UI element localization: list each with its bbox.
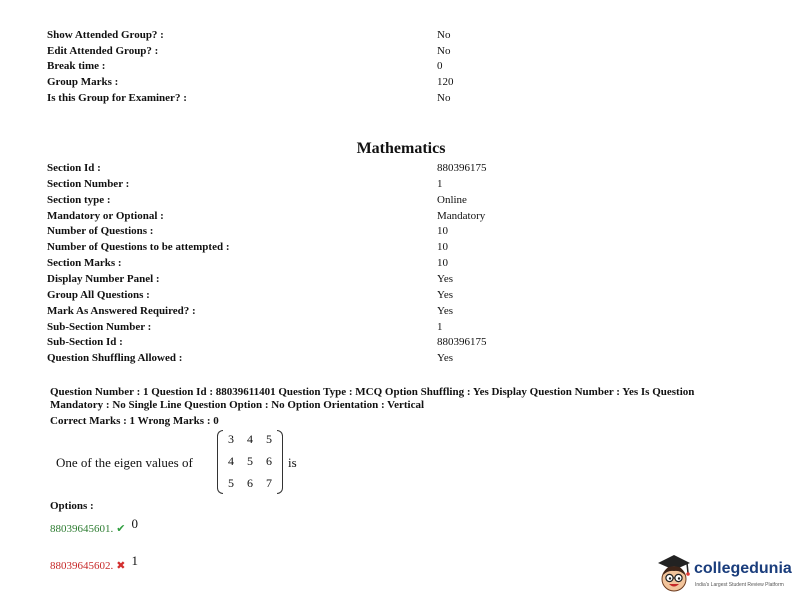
mascot-icon <box>654 551 694 597</box>
field-label: Mark As Answered Required? : <box>47 305 196 317</box>
field-label: Display Number Panel : <box>47 273 160 285</box>
matrix-cell: 5 <box>247 454 253 468</box>
field-label: Sub-Section Number : <box>47 321 152 333</box>
matrix-cell: 7 <box>266 476 272 490</box>
field-label: Number of Questions to be attempted : <box>47 241 230 253</box>
option-answer: 0 <box>131 516 138 531</box>
options-label: Options : <box>50 500 94 512</box>
matrix-cell: 6 <box>247 476 253 490</box>
field-value: 0 <box>437 60 443 72</box>
matrix-cell: 5 <box>266 432 272 446</box>
section-title: Mathematics <box>356 140 446 157</box>
field-label: Group All Questions : <box>47 289 150 301</box>
field-value: Yes <box>437 289 454 301</box>
field-value: 10 <box>437 225 448 237</box>
field-value: 1 <box>437 321 443 333</box>
matrix-cell: 3 <box>228 432 234 446</box>
field-value: Online <box>437 194 467 206</box>
cross-icon: ✖ <box>116 560 126 572</box>
field-label: Show Attended Group? : <box>47 29 164 41</box>
field-value: Mandatory <box>437 210 486 222</box>
field-label: Break time : <box>47 60 106 72</box>
option-wrong <box>50 553 138 573</box>
question-matrix <box>217 429 283 495</box>
question-text-suffix: is <box>288 455 297 470</box>
field-value: Yes <box>437 273 454 285</box>
field-value: Yes <box>437 305 454 317</box>
field-label: Question Shuffling Allowed : <box>47 352 183 364</box>
field-value: 10 <box>437 241 448 253</box>
field-label: Is this Group for Examiner? : <box>47 92 187 104</box>
matrix-right-bracket <box>277 430 283 494</box>
field-value: 120 <box>437 76 454 88</box>
field-label: Section type : <box>47 194 111 206</box>
logo-tagline: India's Largest Student Review Platform <box>695 582 784 588</box>
field-label: Sub-Section Id : <box>47 336 123 348</box>
question-info: Question Number : 1 Question Id : 88039611401 Question Type : MCQ Option Shuffling : Yes Display Question Number : Yes Is Question Mandatory : No Single Line Question Option : No Option Orientation : Vertical <box>50 386 695 411</box>
matrix-cell: 4 <box>228 454 234 468</box>
field-label: Mandatory or Optional : <box>47 210 164 222</box>
field-value: No <box>437 92 451 104</box>
field-label: Section Id : <box>47 162 101 174</box>
question-marks: Correct Marks : 1 Wrong Marks : 0 <box>50 415 219 427</box>
field-value: 10 <box>437 257 448 269</box>
field-label: Section Number : <box>47 178 130 190</box>
matrix-cell: 4 <box>247 432 253 446</box>
field-value: 880396175 <box>437 336 487 348</box>
field-value: 880396175 <box>437 162 487 174</box>
field-label: Section Marks : <box>47 257 122 269</box>
question-text: One of the eigen values of <box>56 455 193 470</box>
field-value: No <box>437 45 451 57</box>
option-id: 88039645602. <box>50 560 114 572</box>
matrix-cell: 6 <box>266 454 272 468</box>
option-correct <box>50 516 138 536</box>
collegedunia-logo <box>654 551 790 601</box>
matrix-cell: 5 <box>228 476 234 490</box>
logo-name: collegedunia <box>694 560 792 577</box>
field-value: 1 <box>437 178 443 190</box>
option-id: 88039645601. <box>50 523 114 535</box>
check-icon: ✔ <box>116 523 126 535</box>
option-answer: 1 <box>131 553 138 568</box>
field-value: No <box>437 29 451 41</box>
field-label: Number of Questions : <box>47 225 154 237</box>
field-value: Yes <box>437 352 454 364</box>
field-label: Group Marks : <box>47 76 119 88</box>
field-label: Edit Attended Group? : <box>47 45 159 57</box>
